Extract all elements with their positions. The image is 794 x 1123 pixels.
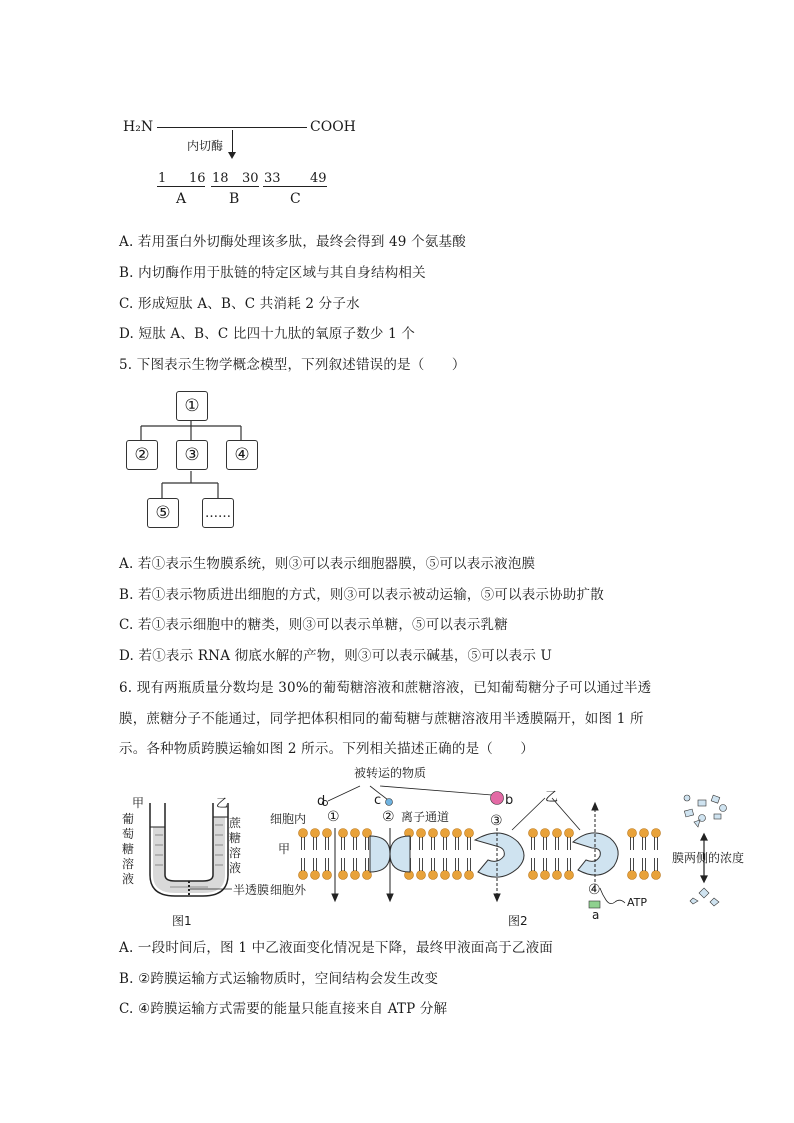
membrane-label: 半透膜 [233,883,270,897]
segment-a-label: A [176,191,187,207]
pathway-4-number: ④ [588,882,601,898]
fig1-caption: 图1 [172,914,192,928]
pathway-3-number: ③ [490,813,503,829]
enzyme-arrow-head [228,152,236,159]
node-2: ② [126,440,158,470]
tick-label: 49 [310,171,327,186]
node-5: ⑤ [147,498,179,528]
q6-option-b: B. ②跨膜运输方式运输物质时，空间结构会发生改变 [119,971,439,987]
q4-option-b: B. 内切酶作用于肽链的特定区域与其自身结构相关 [119,265,426,281]
q6-option-c: C. ④跨膜运输方式需要的能量只能直接来自 ATP 分解 [119,1001,448,1017]
glucose-solution-label: 葡 萄 糖 溶 液 [122,812,135,886]
cell-inside-label: 细胞内 [270,812,307,826]
fig2-jia-label: 甲 [278,842,291,856]
q5-option-d: D. 若①表示 RNA 彻底水解的产物，则③可以表示碱基，⑤可以表示 U [119,648,553,664]
membrane-diagram [270,770,794,920]
pathway-2-number: ② [382,809,395,825]
particle-d-label: d [317,794,326,809]
q6-option-a: A. 一段时间后，图 1 中乙液面变化情况是下降，最终甲液面高于乙液面 [119,940,554,956]
atp-label: ATP [627,896,648,909]
particle-b-label: b [505,793,514,808]
particle-c-label: c [374,793,382,808]
segment-b-label: B [229,191,240,207]
q4-option-a: A. 若用蛋白外切酶处理该多肽，最终会得到 49 个氨基酸 [119,234,466,250]
fig2-caption: 图2 [508,914,528,928]
node-1: ① [176,391,208,421]
fig1-jia-label: 甲 [132,796,145,810]
segment-c-line [263,186,327,187]
tick-label: 30 [242,171,259,186]
q6-stem-line-1: 6. 现有两瓶质量分数均是 30%的葡萄糖溶液和蔗糖溶液，已知葡萄糖分子可以通过半透 [119,680,652,696]
pathway-1-number: ① [327,809,340,825]
tick-label: 1 [158,171,167,186]
q5-stem: 5. 下图表示生物学概念模型，下列叙述错误的是（ ） [119,357,466,373]
transported-substance-label: 被转运的物质 [354,766,427,780]
ion-channel-label: 离子通道 [401,810,450,824]
tick-label: 18 [212,171,229,186]
q5-option-b: B. 若①表示物质进出细胞的方式，则③可以表示被动运输，⑤可以表示协助扩散 [119,587,604,603]
q6-stem-line-3: 示。各种物质跨膜运输如图 2 所示。下列相关描述正确的是（ ） [119,741,535,757]
q4-option-c: C. 形成短肽 A、B、C 共消耗 2 分子水 [119,296,360,312]
fig1-yi-label: 乙 [216,796,229,810]
q6-stem-line-2: 膜，蔗糖分子不能通过，同学把体积相同的葡萄糖与蔗糖溶液用半透膜隔开，如图 1 所 [119,711,644,727]
cell-outside-label: 细胞外 [270,883,307,897]
c-terminus: COOH [310,119,356,135]
q5-option-a: A. 若①表示生物膜系统，则③可以表示细胞器膜，⑤可以表示液泡膜 [119,556,536,572]
q5-option-c: C. 若①表示细胞中的糖类，则③可以表示单糖，⑤可以表示乳糖 [119,617,508,633]
segment-b-line [211,186,259,187]
n-terminus: H₂N [123,119,154,135]
sucrose-solution-label: 蔗 糖 溶 液 [229,816,242,875]
particle-a-label: a [592,908,600,922]
concentration-label: 膜两侧的浓度 [672,851,745,865]
enzyme-label: 内切酶 [187,139,224,153]
fig2-yi-label: 乙 [545,790,559,805]
tick-label: 16 [189,171,206,186]
node-ellipsis: …… [202,498,234,528]
q4-option-d: D. 短肽 A、B、C 比四十九肽的氧原子数少 1 个 [119,326,416,342]
node-4: ④ [226,440,258,470]
peptide-chain-line [157,127,307,128]
segment-c-label: C [290,191,301,207]
tick-label: 33 [264,171,281,186]
segment-a-line [157,186,205,187]
node-3: ③ [176,440,208,470]
enzyme-arrow-shaft [232,130,233,154]
